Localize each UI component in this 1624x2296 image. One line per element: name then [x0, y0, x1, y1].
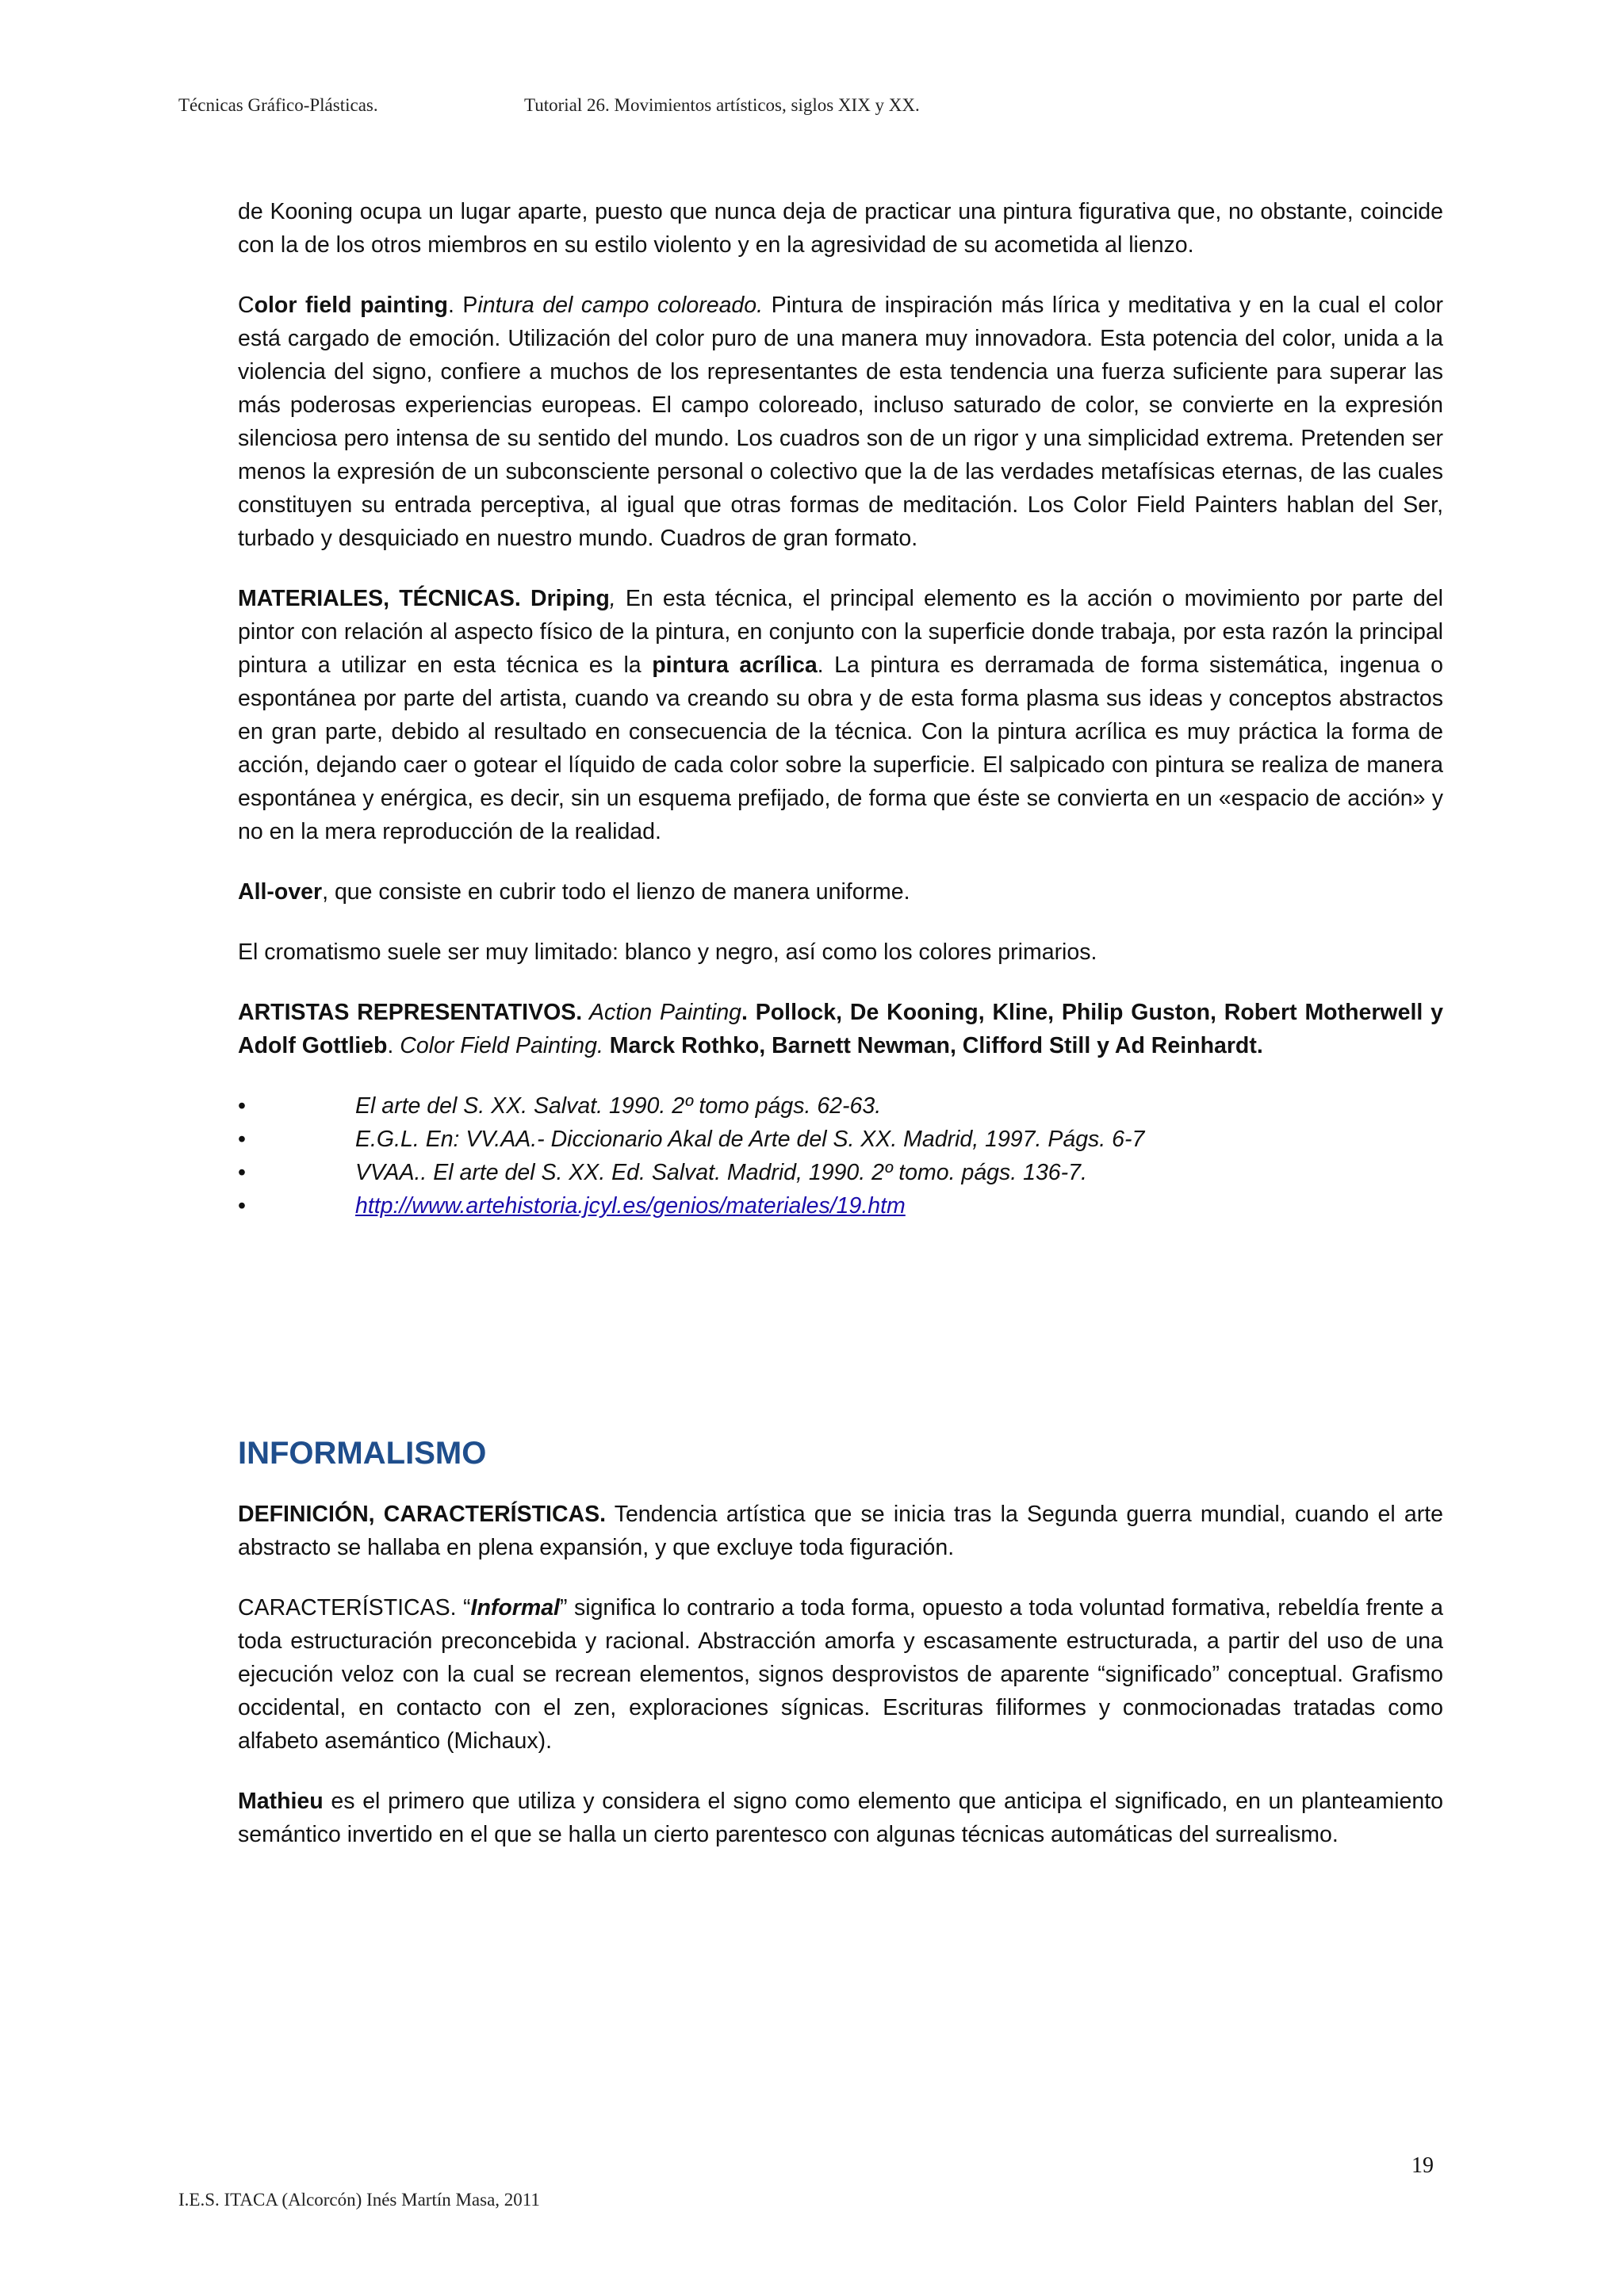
header-left: Técnicas Gráfico-Plásticas.: [178, 95, 378, 115]
paragraph-caracteristicas: [238, 1591, 1443, 1758]
artistas-dot: .: [387, 1033, 394, 1058]
paragraph-de-kooning: de Kooning ocupa un lugar aparte, puesto que nunca deja de practicar una pintura figurativa que, no obstante, coincide con la de los otros miembros en su estilo violento y en la agresividad de su acometida al lienzo.: [238, 199, 1443, 258]
action-painting-artists: . Pollock, De Kooning, Kline, Philip Guston, Robert Motherwell y Adolf Gottlieb: [238, 1000, 1443, 1058]
header-right: Tutorial 26. Movimientos artísticos, siglos XIX y XX.: [524, 95, 920, 115]
page-number: 19: [1411, 2153, 1434, 2178]
reference-item: [238, 1123, 1443, 1156]
page-header: [178, 95, 920, 116]
color-field-dot: . P: [447, 293, 478, 318]
bullet: •: [238, 1160, 246, 1185]
materiales-heading: MATERIALES, TÉCNICAS. Driping: [238, 586, 610, 611]
reference-text: VVAA.. El arte del S. XX. Ed. Salvat. Madrid, 1990. 2º tomo. págs. 136-7.: [355, 1160, 1087, 1185]
reference-item: [238, 1156, 1443, 1189]
caracteristicas-text: ” significa lo contrario a toda forma, opuesto a toda voluntad formativa, rebeldía frente a toda estructuración preconcebida y racional. Abstracción amorfa y escasamente estructurada, a partir del uso de una ejecución veloz con la cual se recrean elementos, signos desprovistos de aparente “significado” conceptual. Grafismo occidental, en contacto con el zen, exploraciones sígnicas. Escrituras filiformes y conmocionadas tratadas como alfabeto asemántico (Michaux).: [238, 1595, 1444, 1754]
document-body: [238, 195, 1443, 1878]
color-field-term: olor field painting: [254, 293, 448, 318]
all-over-text: , que consiste en cubrir todo el lienzo de manera uniforme.: [322, 879, 910, 905]
reference-list: [238, 1089, 1443, 1223]
materiales-comma: ,: [609, 586, 616, 611]
reference-text: E.G.L. En: VV.AA.- Diccionario Akal de Arte del S. XX. Madrid, 1997. Págs. 6-7: [355, 1127, 1145, 1152]
bullet: •: [238, 1193, 246, 1219]
bullet: •: [238, 1093, 246, 1119]
reference-link[interactable]: http://www.artehistoria.jcyl.es/genios/materiales/19.htm: [355, 1193, 906, 1219]
mathieu-text: es el primero que utiliza y considera el signo como elemento que anticipa el significado, en un planteamiento semántico invertido en el que se halla un cierto parentesco con algunas técnicas automáticas del surrealismo.: [238, 1789, 1443, 1847]
definicion-text: Tendencia artística que se inicia tras la Segunda guerra mundial, cuando el arte abstracto se hallaba en plena expansión, y que excluye toda figuración.: [238, 1502, 1443, 1560]
materiales-acrylic: pintura acrílica: [652, 652, 818, 678]
paragraph-definicion: [238, 1498, 1443, 1564]
paragraph-mathieu: [238, 1785, 1443, 1851]
materiales-text-1: En esta técnica, el principal elemento es la acción o movimiento por parte del pintor con relación al aspecto físico de la pintura, en conjunto con la superficie donde trabaja, por esta razón la principal pintura a utilizar en esta técnica es la: [238, 586, 1444, 678]
caracteristicas-lead: CARACTERÍSTICAS. “: [238, 1595, 471, 1621]
color-field-text: Pintura de inspiración más lírica y meditativa y en la cual el color está cargado de emoción. Utilización del color puro de una manera muy innovadora. Esta potencia del color, unida a la violencia del signo, confiere a muchos de los representantes de esta tendencia una fuerza suficiente para superar las más poderosas experiencias europeas. El campo coloreado, incluso saturado de color, se convierte en la expresión silenciosa pero intensa de su sentido del mundo. Los cuadros son de un rigor y una simplicidad extrema. Pretenden ser menos la expresión de un subconsciente personal o colectivo que la de las verdades metafísicas eternas, de las cuales constituyen su entrada perceptiva, al igual que otras formas de meditación. Los Color Field Painters hablan del Ser, turbado y desquiciado en nuestro mundo. Cuadros de gran formato.: [238, 293, 1443, 551]
page-footer: I.E.S. ITACA (Alcorcón) Inés Martín Masa, 2011: [178, 2190, 540, 2210]
definicion-heading: DEFINICIÓN, CARACTERÍSTICAS.: [238, 1502, 607, 1527]
reference-item: [238, 1189, 1443, 1223]
color-field-artists: Marck Rothko, Barnett Newman, Clifford Still y Ad Reinhardt.: [603, 1033, 1263, 1058]
paragraph-color-field: [238, 289, 1443, 555]
materiales-text-2: . La pintura es derramada de forma sistemática, ingenua o espontánea por parte del artista, cuando va creando su obra y de esta forma plasma sus ideas y conceptos abstractos en gran parte, debido al resultado en consecuencia de la técnica. Con la pintura acrílica es muy práctica la forma de acción, dejando caer o gotear el líquido de cada color sobre la superficie. El salpicado con pintura se realiza de manera espontánea y enérgica, es decir, sin un esquema prefijado, de forma que éste se convierta en un «espacio de acción» y no en la mera reproducción de la realidad.: [238, 652, 1443, 844]
artistas-heading: ARTISTAS REPRESENTATIVOS.: [238, 1000, 583, 1025]
color-field-lead-c: C: [238, 293, 255, 318]
mathieu-name: Mathieu: [238, 1789, 324, 1814]
reference-text: El arte del S. XX. Salvat. 1990. 2º tomo págs. 62-63.: [355, 1093, 882, 1119]
all-over-term: All-over: [238, 879, 323, 905]
section-title-informalismo: INFORMALISMO: [238, 1436, 487, 1471]
paragraph-materiales: [238, 582, 1443, 848]
color-field-label: Color Field Painting.: [393, 1033, 603, 1058]
informal-term: Informal: [470, 1595, 560, 1621]
reference-item: [238, 1089, 1443, 1123]
paragraph-artistas: [238, 996, 1443, 1062]
paragraph-all-over: [238, 875, 1443, 909]
bullet: •: [238, 1127, 246, 1152]
action-painting-label: Action Painting: [582, 1000, 742, 1025]
paragraph-cromatismo: El cromatismo suele ser muy limitado: blanco y negro, así como los colores primarios.: [238, 939, 1097, 965]
color-field-translation: intura del campo coloreado.: [477, 293, 764, 318]
